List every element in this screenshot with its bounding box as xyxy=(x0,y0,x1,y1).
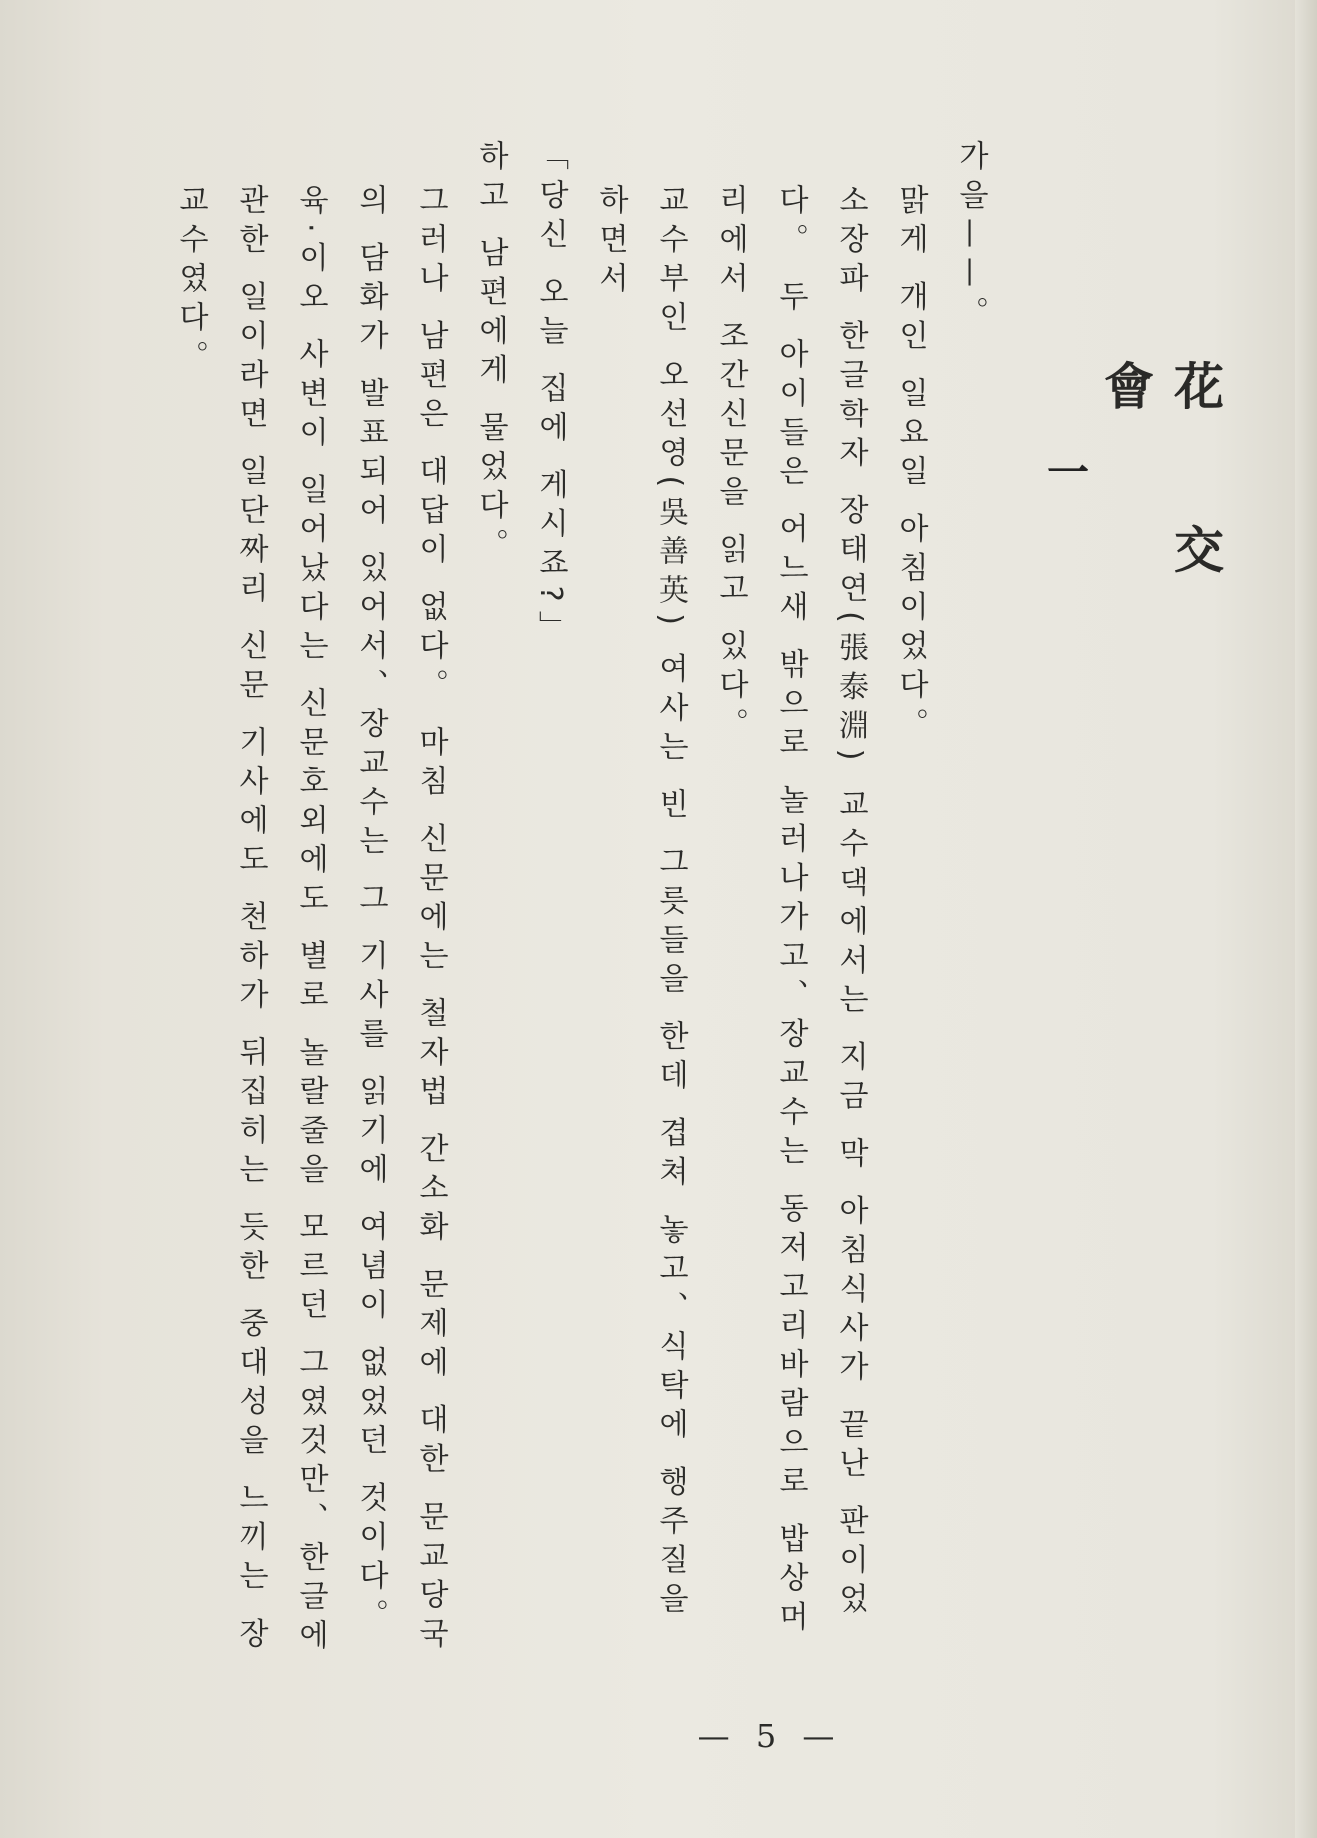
paragraph: 소장파 한글학자 장태연(張泰淵) 교수댁에서는 지금 막 아침식사가 끝난 판이었다。 두 아이들은 어느새 밖으로 놀러나가고、장교수는 동저고리바람으로 밥상머리에서 조간신문을 읽고 있다。 xyxy=(713,184,868,1640)
paragraph: 그러나 남편은 대답이 없다。 마침 신문에는 철자법 간소화 문제에 대한 문교당국의 담화가 발표되어 있어서、장교수는 그 기사를 읽기에 여념이 없었던 것이다。 육·이오 사변이 일어났다는 신문호외에도 별로 놀랄줄을 모르던 그였것만、한글에 관한 일이라면 일단짜리 신문 기사에도 천하가 뒤집히는 듯한 중대성을 느끼는 장교수였다。 xyxy=(173,184,448,1659)
chapter-number: 一 xyxy=(1041,450,1090,492)
paper-edge xyxy=(1295,0,1317,1838)
paragraph: 하고 남편에게 물었다。 xyxy=(473,140,508,568)
paragraph: 「당신 오늘 집에 게시죠?」 xyxy=(533,140,568,650)
body-text xyxy=(173,140,1000,1660)
page-number: — 5 — xyxy=(697,1717,843,1755)
paragraph: 맑게 개인 일요일 아침이었다。 xyxy=(893,184,928,747)
chapter-title: 花 交 會 xyxy=(1096,360,1225,622)
paragraph: 교수부인 오선영(吳善英) 여사는 빈 그릇들을 한데 겹쳐 놓고、식탁에 행주질을 하면서 xyxy=(593,184,688,1622)
paragraph: 가을——。 xyxy=(953,140,988,335)
